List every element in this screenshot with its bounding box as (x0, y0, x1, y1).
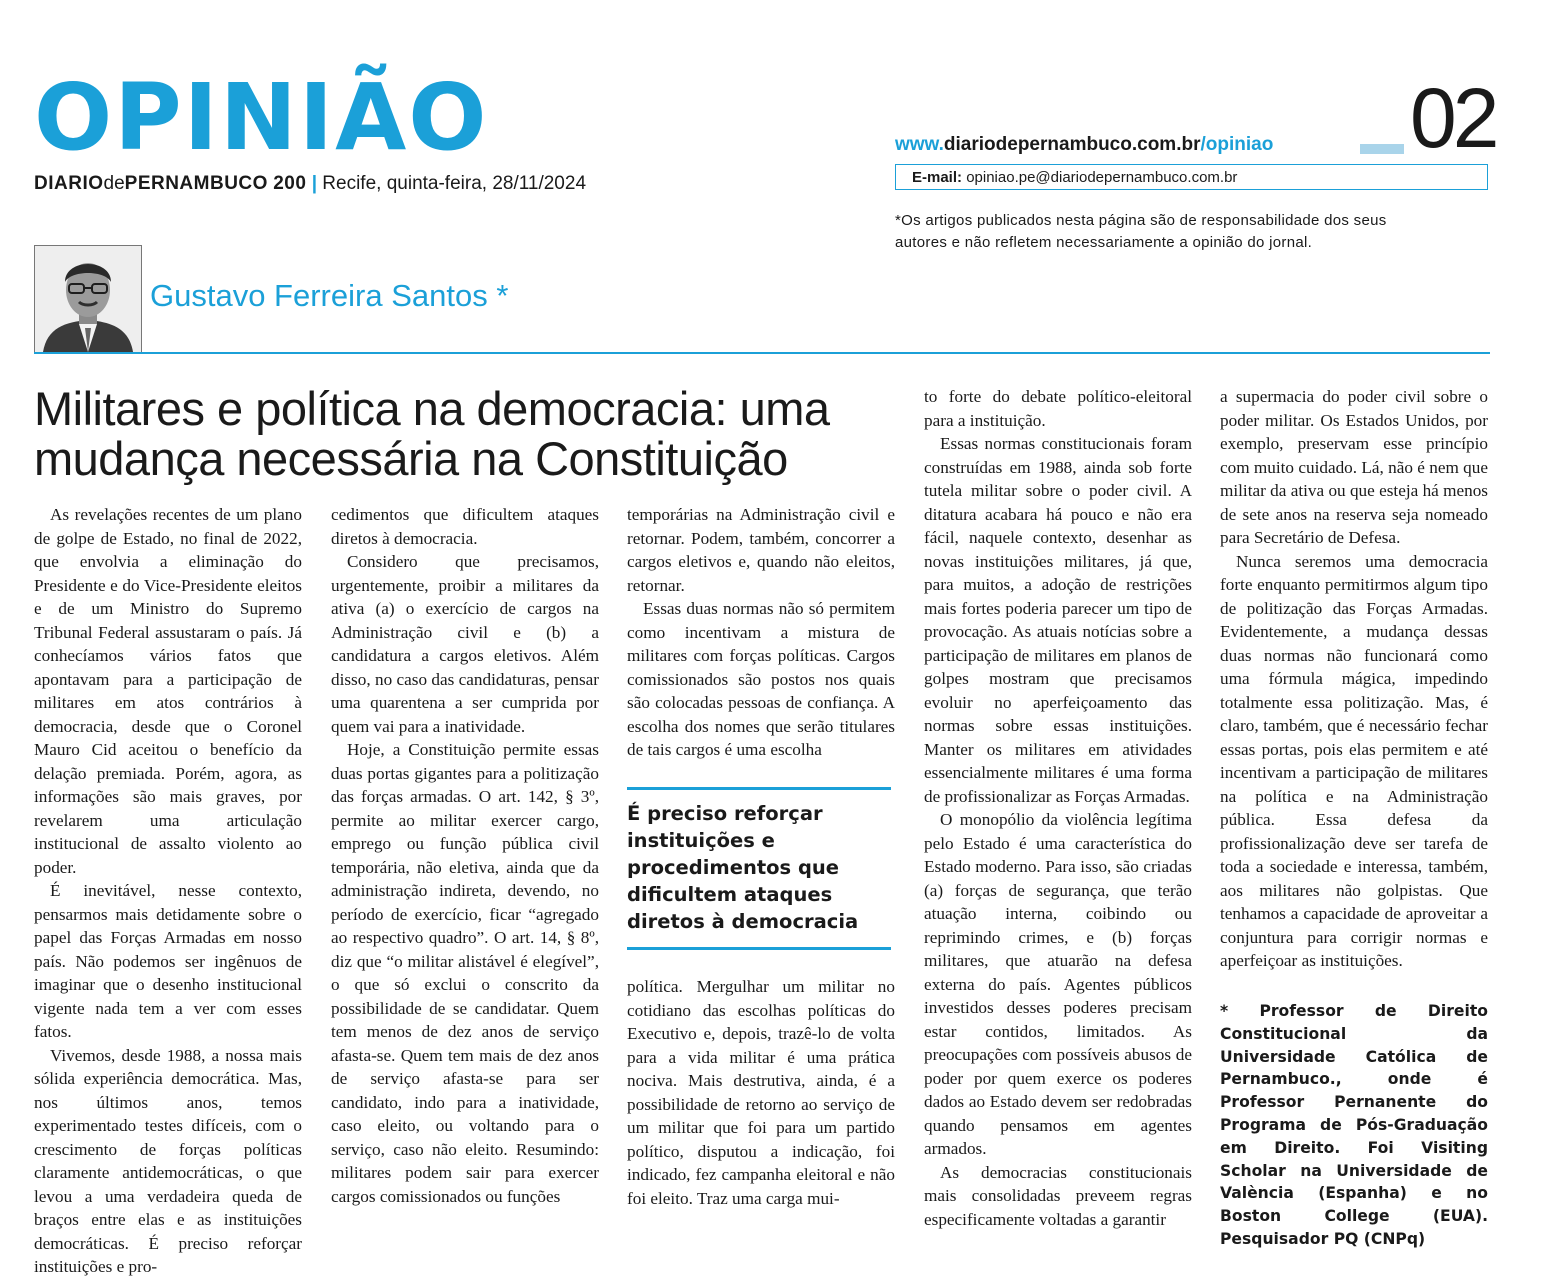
paragraph: Nunca seremos uma democracia forte enquanto permitirmos algum tipo de politização das Forças Armadas. Evidentemente, a mudança dessas duas normas não funcionará como uma fórmula mágica, impedindo totalmente essa politização. Mas, é claro, também, que é necessário fechar essas portas, pois elas permitem e até incentivam a participação de militares na política e na Administração pública. Essa defesa da profissionalização deve ser tarefa de toda a sociedade e interessa, também, aos militares não golpistas. Que tenhamos a capacidade de aproveitar a conjuntura para corrigir normas e aperfeiçoar as instituições. (1220, 551, 1488, 970)
author-bio: * Professor de Direito Constitucional da Universidade Católica de Pernambuco., onde é Professor Pernanente do Programa de Pós-Graduação em Direito. Foi Visiting Scholar na Universidade de València (Espanha) e no Boston College (EUA). Pesquisador PQ (CNPq) (1220, 1002, 1488, 1248)
article-column-4 (924, 385, 1192, 1231)
article-column-3-top (627, 503, 895, 762)
paragraph: As democracias constitucionais mais consolidadas preveem regras especificamente voltadas a garantir (924, 1162, 1192, 1229)
url-domain: diariodepernambuco.com.br (943, 134, 1201, 155)
paragraph: As revelações recentes de um plano de golpe de Estado, no final de 2022, que envolvia a eliminação do Presidente e do Vice-Presidente eleitos e de um Ministro do Supremo Tribunal Federal assustaram o país. Já conhecíamos vários fatos que apontavam para a participação de militares em atos contrários à democracia, desde que o Coronel Mauro Cid aceitou o benefício da delação premiada. Porém, agora, as informações são mais graves, por revelarem uma articulação institucional de assalto violento ao poder. (34, 505, 302, 877)
paragraph: Essas normas constitucionais foram construídas em 1988, ainda sob forte tutela militar sobre o poder civil. A ditatura acabara há pouco e não era fácil, naquele contexto, desenhar as novas instituições militares, já que, para muitos, a adoção de restrições mais fortes poderia parecer um tipo de provocação. As atuais notícias sobre a participação de militares em planos de golpes mostram que precisamos evoluir no aperfeiçoamento das normas sobre essas instituições. Manter os militares em atividades essencialmente militares é uma forma de profissionalizar as Forças Armadas. (924, 434, 1192, 806)
paragraph: temporárias na Administração civil e retornar. Podem, também, concorrer a cargos eletivos e, quando não eleitos, retornar. (627, 505, 895, 595)
author-portrait-image (35, 246, 141, 352)
paragraph: É inevitável, nesse contexto, pensarmos mais detidamente sobre o papel das Forças Armadas em nosso país. Não podemos ser ingênuos de imaginar que o desenho institucional vigente nada tem a ver com esses fatos. (34, 881, 302, 1041)
author-name: Gustavo Ferreira Santos * (150, 278, 509, 313)
section-title: OPINIÃO (34, 64, 489, 171)
email-label: E-mail: (912, 169, 963, 186)
paragraph: Hoje, a Constituição permite essas duas portas gigantes para a politização das forças armadas. O art. 142, § 3º, permite ao militar exercer cargo, emprego ou função pública civil temporária, não eletiva, ainda que da administração indireta, devendo, no período de exercício, ficar “agregado ao respectivo quadro”. O art. 14, § 8º, diz que “o militar alistável é elegível”, o que só exclui o conscrito da possibilidade de se candidatar. Quem tem menos de dez anos de serviço afasta-se. Quem tem mais de dez anos de serviço afasta-se para ser candidato, indo para a inatividade, caso eleito, ou voltando para o serviço, caso não eleito. Resumindo: militares podem sair para exercer cargos comissionados ou funções (331, 740, 599, 1206)
brand-de: de (103, 173, 125, 194)
disclaimer: *Os artigos publicados nesta página são de responsabilidade dos seus autores e não refletem necessariamente a opinião do jornal. (895, 212, 1387, 251)
brand-anniversary: 200 (273, 173, 307, 194)
paragraph: Considero que precisamos, urgentemente, proibir a militares da ativa (a) o exercício de cargos na Administração civil e (b) a candidatura a cargos eletivos. Além disso, no caso das candidaturas, pensar uma quarentena a ser cumprida por quem vai para a inatividade. (331, 552, 599, 736)
email-address[interactable]: opiniao.pe@diariodepernambuco.com.br (966, 169, 1238, 186)
author-photo (34, 245, 142, 353)
article-column-2 (331, 503, 599, 1208)
header-divider (34, 352, 1490, 354)
dateline: Recife, quinta-feira, 28/11/2024 (322, 173, 587, 194)
paragraph: política. Mergulhar um militar no cotidiano das escolhas políticas do Executivo e, depois, trazê-lo de volta para a vida militar é uma prática nociva. Mais destrutiva, ainda, é a possibilidade de retorno ao serviço de um militar que foi para um partido político, disputou a indicação, foi indicado, fez campanha eleitoral e não foi eleito. Traz uma carga mui- (627, 977, 895, 1208)
article-column-1 (34, 503, 302, 1279)
brand-diario: DIARIO (34, 173, 104, 194)
paragraph: Essas duas normas não só permitem como incentivam a mistura de militares com forças políticas. Cargos comissionados são postos nos quais são colocadas pessoas de confiança. A escolha dos nomes que serão titulares de tais cargos é uma escolha (627, 599, 895, 759)
email-box (895, 164, 1488, 190)
paragraph: Vivemos, desde 1988, a nossa mais sólida experiência democrática. Mas, nos últimos anos, temos experimentado testes difíceis, com o crescimento de forças políticas claramente antidemocráticas, o que levou a uma verdadeira queda de braços entre elas e as instituições democráticas. É preciso reforçar instituições e pro- (34, 1045, 302, 1276)
paragraph: to forte do debate político-eleitoral para a instituição. (924, 387, 1192, 430)
headline: Militares e política na democracia: uma mudança necessária na Constituição (34, 382, 830, 485)
masthead-separator: | (311, 173, 318, 194)
website-link[interactable] (895, 134, 1273, 156)
page-number: 02 (1404, 76, 1501, 160)
paragraph: O monopólio da violência legítima pelo Estado é uma característica do Estado moderno. Para isso, são criadas (a) forças de segurança, que terão atuação interna, coibindo ou reprimindo crimes, e (b) forças militares, que atuarão na defesa externa do país. Agentes públicos investidos desses poderes precisam estar contidos, limitados. As preocupações com possíveis abusos de poder por quem exerce os poderes dados ao Estado devem ser redobradas quando pensamos em agentes armados. (924, 810, 1192, 1158)
article-column-5 (1220, 385, 1488, 973)
masthead (34, 172, 586, 196)
article-column-3-bottom (627, 975, 895, 1210)
brand-pernambuco: PERNAMBUCO (124, 173, 268, 194)
pull-quote: É preciso reforçar instituições e procedimentos que dificultem ataques diretos à democracia (627, 787, 891, 950)
url-path: /opiniao (1200, 134, 1274, 155)
url-prefix: www. (895, 134, 944, 155)
paragraph: cedimentos que dificultem ataques diretos à democracia. (331, 505, 599, 548)
paragraph: a supermacia do poder civil sobre o poder militar. Os Estados Unidos, por exemplo, preservam esse princípio com muito cuidado. Lá, não é nem que militar da ativa ou que esteja há menos de sete anos na reserva seja nomeado para Secretário de Defesa. (1220, 387, 1488, 547)
